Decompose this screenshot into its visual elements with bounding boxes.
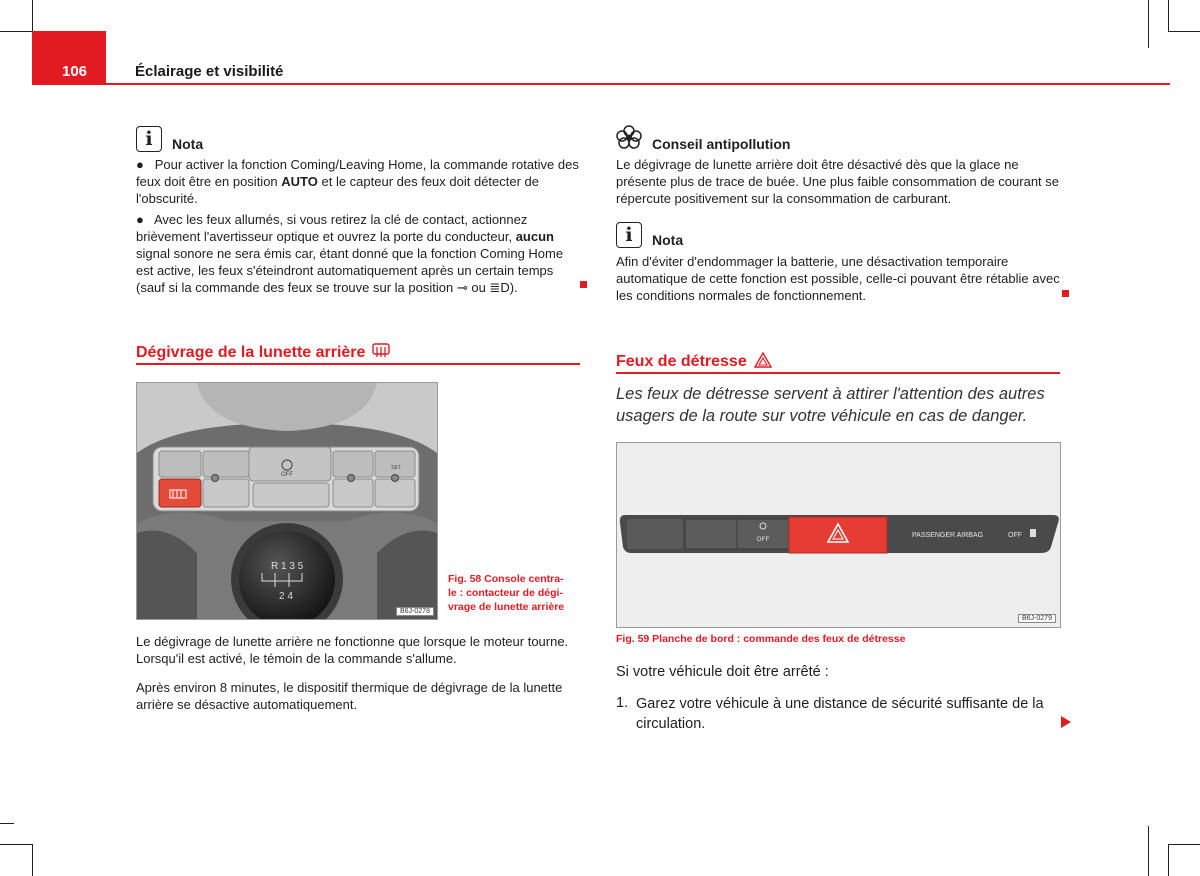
- section-rule: [616, 372, 1060, 374]
- crop-mark: [0, 823, 14, 824]
- figure-code: B6J-0278: [396, 607, 434, 616]
- figure-59-caption: Fig. 59 Planche de bord : commande des feux de détresse: [616, 633, 906, 645]
- crop-mark: [1168, 31, 1200, 32]
- note-bullet-2: ● Avec les feux allumés, si vous retirez la clé de contact, actionnez brièvement l'avertisseur optique et ouvrez la porte du conducteur, aucun signal sonore ne sera émis car, étant donné que la fonction Coming Home est active, les feux s'éteindront automatiquement après un certain temps (sauf si la commande des feux se trouve sur la position ⊸ ou ≣D).: [136, 212, 564, 295]
- section-title: Dégivrage de la lunette arrière: [136, 343, 390, 362]
- passenger-airbag-label: PASSENGER AIRBAG: [912, 532, 984, 539]
- set-label: SET: [391, 465, 401, 471]
- lead-text: Les feux de détresse servent à attirer l'attention des autres usagers de la route sur votre véhicule en cas de danger.: [616, 385, 1045, 425]
- crop-mark: [32, 844, 33, 876]
- crop-mark: [1168, 844, 1169, 876]
- crop-mark: [32, 0, 33, 31]
- parking-light-icon: ⊸: [456, 279, 468, 295]
- figure-59: [616, 442, 1061, 628]
- note-body: [136, 157, 580, 301]
- header-rule: [106, 83, 1170, 85]
- section-title: Feux de détresse: [616, 352, 772, 371]
- end-marker: [1062, 290, 1069, 297]
- note-title: Nota: [652, 232, 684, 248]
- crop-mark: [1168, 844, 1200, 845]
- step-text: Garez votre véhicule à une distance de sécurité suffisante de la circulation.: [636, 696, 1044, 732]
- note-title: Nota: [172, 136, 204, 152]
- eco-note-title: Conseil antipollution: [652, 136, 791, 152]
- page-number: 106: [62, 63, 88, 80]
- gear-labels-bottom: 2 4: [279, 591, 293, 602]
- intro-text: Si votre véhicule doit être arrêté :: [616, 664, 829, 680]
- chapter-title: Éclairage et visibilité: [135, 63, 284, 80]
- gear-labels-top: R 1 3 5: [271, 561, 304, 572]
- figure-58: [136, 382, 438, 620]
- info-icon: i: [616, 222, 642, 248]
- dashboard-illustration: [617, 443, 1060, 627]
- auto-symbol: AUTO: [281, 173, 318, 189]
- console-illustration: [137, 383, 437, 619]
- crop-mark: [1148, 826, 1149, 876]
- off-label: OFF: [281, 472, 293, 478]
- rear-defrost-button[interactable]: [159, 479, 201, 507]
- note-text: Afin d'éviter d'endommager la batterie, une désactivation temporaire automatique de cette fonction est possible, celle-ci pouvant être rétablie avec les conditions normales de fonctionnement.: [616, 254, 1060, 303]
- end-marker: [580, 281, 587, 288]
- eco-note-text: Le dégivrage de lunette arrière doit être désactivé dès que la glace ne présente plus de trace de buée. Une plus faible consommation de courant se répercute positivement sur la consommation de carburant.: [616, 157, 1059, 206]
- esc-off-label: OFF: [756, 536, 770, 543]
- step-number: 1.: [616, 695, 629, 711]
- paragraph: Le dégivrage de lunette arrière ne fonctionne que lorsque le moteur tourne. Lorsqu'il est activé, le témoin de la commande s'allume.: [136, 634, 569, 666]
- section-rule: [136, 363, 580, 365]
- figure-code: B6J-0279: [1018, 614, 1056, 623]
- crop-mark: [0, 31, 32, 32]
- crop-mark: [0, 844, 32, 845]
- continue-arrow-icon: [1061, 716, 1071, 728]
- hazard-triangle-icon: [754, 352, 772, 368]
- airbag-off-label: OFF: [1008, 532, 1022, 539]
- paragraph: Après environ 8 minutes, le dispositif thermique de dégivrage de la lunette arrière se désactive automatiquement.: [136, 680, 563, 712]
- low-beam-icon: ≣D: [489, 279, 510, 295]
- rear-defrost-icon: [372, 343, 390, 359]
- crop-mark: [1168, 0, 1169, 31]
- info-icon: i: [136, 126, 162, 152]
- flower-icon: [615, 124, 643, 150]
- crop-mark: [1148, 0, 1149, 48]
- note-bullet-1: ● Pour activer la fonction Coming/Leaving Home, la commande rotative des feux doit être en position AUTO et le capteur des feux doit détecter de l'obscurité.: [136, 157, 579, 206]
- figure-58-caption: Fig. 58 Console centra- le : contacteur de dégi- vrage de lunette arrière: [448, 573, 565, 613]
